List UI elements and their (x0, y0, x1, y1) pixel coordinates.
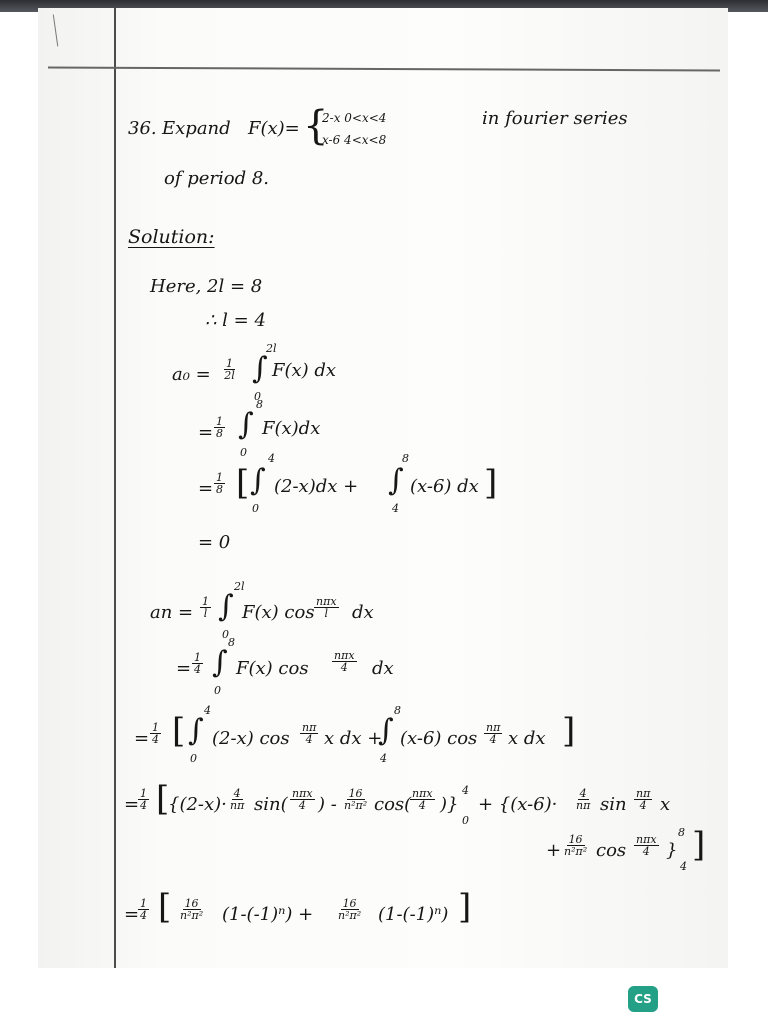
lower-limit: 4 (380, 752, 387, 765)
piecewise-case-1: 2-x 0<x<4 (322, 111, 387, 125)
lower-limit: 4 (392, 502, 399, 515)
cos-argument: nπx 4 (334, 649, 355, 674)
integral-sign: ∫ (218, 589, 234, 624)
upper-limit: 4 (204, 704, 211, 717)
an-dx: dx (372, 658, 394, 679)
step-here: Here, 2l = 8 (150, 276, 263, 297)
cos-argument: nπx 4 (412, 787, 433, 812)
close-bracket: ] (484, 463, 498, 503)
a0-term-1: (2-x)dx + (274, 476, 359, 497)
an-line4-part-b: sin( (254, 794, 288, 815)
fraction-16-over-n2pi2: $\frac{16}{\text{n²π²}}$ (338, 897, 362, 922)
cos-argument: nπx 4 (636, 833, 657, 858)
step-l-value: ∴ l = 4 (205, 310, 266, 331)
upper-limit: 2l (266, 342, 277, 355)
an-term-1: (2-x) cos (212, 728, 290, 749)
integral-sign: ∫ (252, 351, 268, 386)
open-bracket: [ (236, 463, 250, 503)
fraction-16-over-n2pi2: $\frac{16}{\text{n²π²}}$ (344, 787, 368, 812)
an-line6-term-1: (1-(-1)ⁿ) + (222, 904, 314, 925)
fraction-1-over-4: $\frac{1}{4}$ (140, 787, 147, 812)
integral-sign: ∫ (250, 463, 266, 498)
an-term-2-end: x dx (508, 728, 546, 749)
an-line2-integrand: F(x) cos (236, 658, 309, 679)
cos-argument: $\frac{n\pi}{4}$ (486, 721, 501, 746)
piecewise-brace: { (303, 103, 329, 149)
an-line4-part-h: x (660, 794, 671, 815)
a0-integrand: F(x) dx (272, 360, 337, 381)
a0-line2-integrand: F(x)dx (262, 418, 321, 439)
fraction-1-over-4: $\frac{1}{4}$ (140, 897, 147, 922)
open-bracket: [ (158, 887, 172, 927)
equals-sign: = (176, 658, 192, 679)
an-line4-part-a: {(2-x)· (168, 794, 227, 815)
close-bracket: ] (692, 825, 706, 865)
upper-limit: 8 (394, 704, 401, 717)
an-dx: dx (352, 602, 374, 623)
period-text: of period 8. (164, 168, 270, 189)
fraction-1-over-8: $\frac{1}{8}$ (216, 471, 223, 496)
an-line4-part-f: + {(x-6)· (478, 794, 558, 815)
integral-sign: ∫ (378, 713, 394, 748)
an-line5-cos: cos (596, 840, 627, 861)
fraction-1-over-4: $\frac{1}{4}$ (152, 721, 159, 746)
upper-limit: 8 (402, 452, 409, 465)
fraction-1-over-8: $\frac{1}{8}$ (216, 415, 223, 440)
fraction-4-over-npi: $\frac{4}{n\pi}$ (230, 787, 245, 812)
a0-term-2: (x-6) dx (410, 476, 479, 497)
an-line4-part-d: cos( (374, 794, 412, 815)
integral-sign: ∫ (388, 463, 404, 498)
close-bracket: ] (562, 711, 576, 751)
open-bracket: [ (172, 711, 186, 751)
an-line4-part-c: ) - (318, 794, 337, 815)
function-definition: F(x)= (248, 118, 300, 139)
integral-sign: ∫ (188, 713, 204, 748)
lower-limit: 0 (252, 502, 259, 515)
an-lhs: an = (150, 602, 194, 623)
an-term-1-end: x dx + (324, 728, 383, 749)
fraction-1-over-2l: $\frac{1}{2l}$ (224, 357, 235, 382)
a0-lhs: a₀ = (172, 364, 211, 385)
upper-limit: 8 (228, 636, 235, 649)
fourier-series-text: in fourier series (482, 108, 628, 129)
fraction-1-over-l: $\frac{1}{l}$ (202, 595, 209, 620)
an-line4-part-g: sin (600, 794, 627, 815)
equals-sign: = (198, 422, 214, 443)
an-line5-plus: + (546, 840, 562, 861)
lower-limit: 0 (190, 752, 197, 765)
sin-argument: $\frac{n\pi}{4}$ (636, 787, 651, 812)
fraction-1-over-4: $\frac{1}{4}$ (194, 651, 201, 676)
integral-sign: ∫ (212, 645, 228, 680)
open-bracket: [ (156, 779, 170, 819)
problem-number: 36. (128, 118, 157, 139)
fraction-16-over-n2pi2: $\frac{16}{\text{n²π²}}$ (180, 897, 204, 922)
piecewise-case-2: x-6 4<x<8 (322, 133, 387, 147)
an-line6-term-2: (1-(-1)ⁿ) (378, 904, 449, 925)
fraction-16-over-n2pi2: $\frac{16}{\text{n²π²}}$ (564, 833, 588, 858)
lower-limit: 0 (240, 446, 247, 459)
closing-brace: } (666, 840, 678, 861)
lower-limit: 0 (222, 628, 229, 641)
fraction-4-over-npi: $\frac{4}{n\pi}$ (576, 787, 591, 812)
cos-argument: nπx l (316, 595, 337, 620)
upper-limit: 4 (268, 452, 275, 465)
sin-argument: nπx 4 (292, 787, 313, 812)
an-term-2: (x-6) cos (400, 728, 478, 749)
solution-heading: Solution: (128, 226, 215, 248)
integral-sign: ∫ (238, 407, 254, 442)
upper-limit: 8 (678, 826, 685, 839)
an-integrand: F(x) cos (242, 602, 315, 623)
lower-limit: 4 (680, 860, 687, 873)
close-bracket: ] (458, 887, 472, 927)
equals-sign: = (134, 728, 150, 749)
an-line4-part-e: )} (440, 794, 459, 815)
lower-limit: 0 (214, 684, 221, 697)
upper-limit: 8 (256, 398, 263, 411)
problem-expand-text: Expand (162, 118, 231, 139)
camscanner-logo: CS (628, 986, 658, 1012)
notebook-page (38, 8, 728, 968)
equals-sign: = (124, 904, 140, 925)
upper-limit: 4 (462, 784, 469, 797)
equals-sign: = (124, 794, 140, 815)
a0-result: = 0 (198, 532, 231, 553)
lower-limit: 0 (462, 814, 469, 827)
margin-line (114, 8, 116, 968)
upper-limit: 2l (234, 580, 245, 593)
lower-limit: 0 (254, 390, 261, 403)
equals-sign: = (198, 478, 214, 499)
cos-argument: $\frac{n\pi}{4}$ (302, 721, 317, 746)
